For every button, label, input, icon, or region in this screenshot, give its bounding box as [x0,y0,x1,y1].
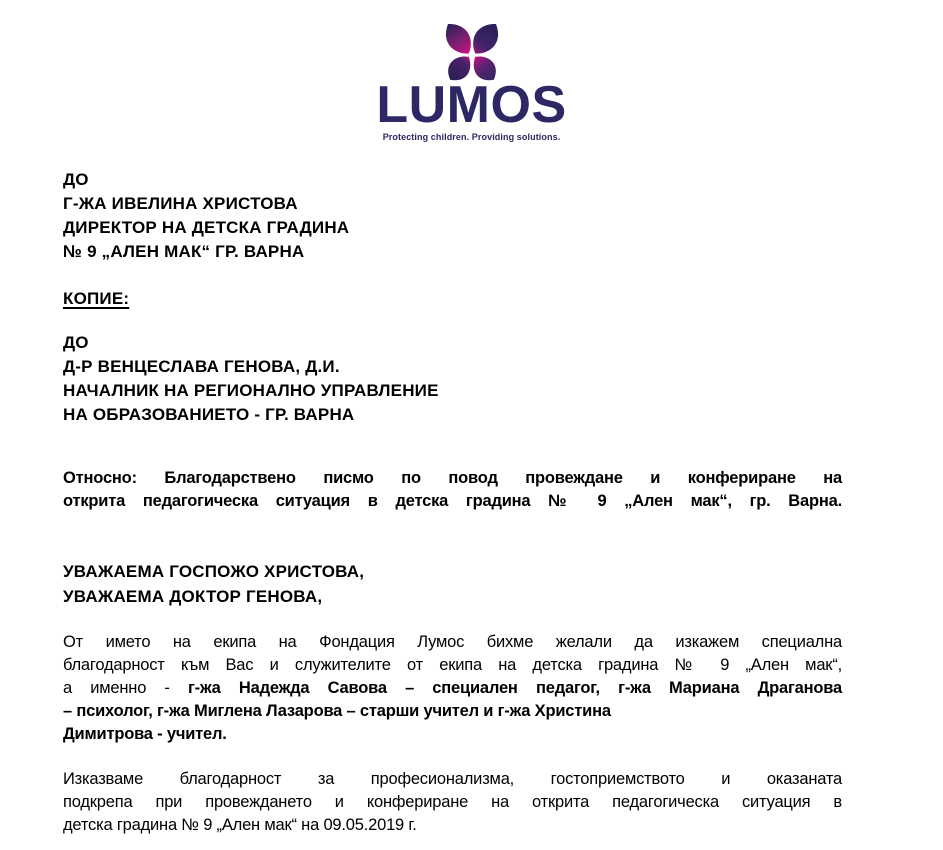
text-line: Димитрова - учител. [63,725,227,743]
recipient-line: Д-Р ВЕНЦЕСЛАВА ГЕНОВА, Д.И. [63,357,340,376]
subject-line: открита педагогическа ситуация в детска градина № 9 „Ален мак“, гр. Варна. [63,492,842,510]
recipient-line: ДИРЕКТОР НА ДЕТСКА ГРАДИНА [63,218,350,237]
recipient-line: Г-ЖА ИВЕЛИНА ХРИСТОВА [63,194,298,213]
subject-block [63,467,842,513]
butterfly-icon [431,24,513,83]
recipient-line: НАЧАЛНИК НА РЕГИОНАЛНО УПРАВЛЕНИЕ [63,381,439,400]
recipient-line: № 9 „АЛЕН МАК“ ГР. ВАРНА [63,242,305,261]
text-run: а именно - [63,679,188,697]
salutation-line: УВАЖАЕМА ГОСПОЖО ХРИСТОВА, [63,562,365,581]
paragraph-2 [63,768,842,837]
copy-label-block [63,287,842,311]
salutation-block [63,559,842,609]
lumos-tagline: Protecting children. Providing solutions. [382,132,561,142]
subject-line: Относно: Благодарствено писмо по повод провеждане и конфериране на [63,469,842,487]
recipient-line: ДО [63,170,89,189]
recipient-line: ДО [63,333,89,352]
lumos-logo [0,24,943,142]
text-line: – психолог, г-жа Миглена Лазарова – старши учител и г-жа Христина [63,702,611,720]
recipient-copy-block [63,331,842,427]
recipient-line: НА ОБРАЗОВАНИЕТО - ГР. ВАРНА [63,405,355,424]
text-run-bold: г-жа Надежда Савова – специален педагог, г-жа Мариана Драганова [187,679,842,697]
text-line: детска градина № 9 „Ален мак“ на 09.05.2019 г. [63,816,417,834]
text-line: От името на екипа на Фондация Лумос бихме желали да изкажем специална [63,633,842,651]
text-line: благодарност към Вас и служителите от екипа на детска градина № 9 „Ален мак“, [63,656,842,674]
text-line [63,677,842,700]
text-line: Изказваме благодарност за професионализма, гостоприемството и оказаната [63,770,842,788]
text-line: подкрепа при провеждането и конфериране на открита педагогическа ситуация в [63,793,842,811]
lumos-wordmark: LUMOS [376,76,567,134]
recipient-primary-block [63,168,842,264]
copy-label: КОПИЕ: [63,289,130,308]
paragraph-1 [63,631,842,746]
salutation-line: УВАЖАЕМА ДОКТОР ГЕНОВА, [63,587,323,606]
